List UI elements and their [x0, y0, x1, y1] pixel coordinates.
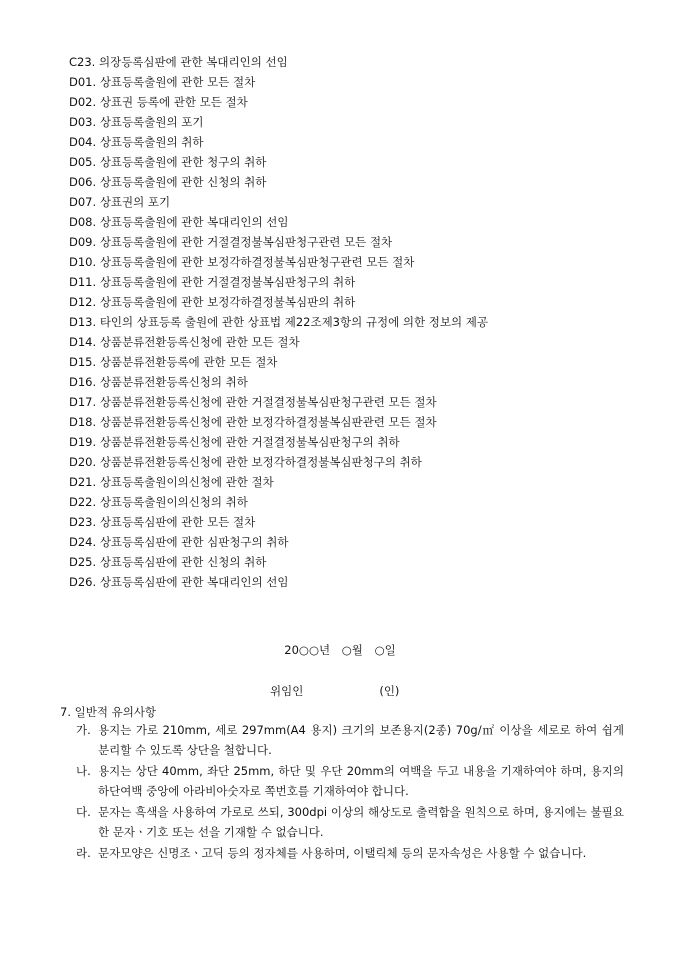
note-item	[76, 761, 624, 801]
list-item	[69, 512, 488, 532]
item-text: 상품분류전환등록신청에 관한 거절결정불복심판청구의 취하	[99, 435, 400, 449]
note-marker: 나.	[76, 764, 91, 778]
item-code: C23.	[69, 55, 96, 69]
list-item	[69, 372, 488, 392]
item-code: D01.	[69, 75, 97, 89]
item-text: 상표등록심판에 관한 복대리인의 선임	[99, 575, 289, 589]
item-text: 상품분류전환등록신청에 관한 거절결정불복심판청구관련 모든 절차	[99, 395, 437, 409]
delegator-label: 위임인	[270, 684, 304, 698]
list-item	[69, 172, 488, 192]
list-item	[69, 232, 488, 252]
note-text: 문자모양은 신명조ㆍ고딕 등의 정자체를 사용하며, 이탤릭체 등의 문자속성은 사용할 수 없습니다.	[98, 846, 587, 860]
item-code: D03.	[69, 115, 97, 129]
note-item	[76, 802, 624, 842]
list-item	[69, 452, 488, 472]
date-month: ○월	[341, 643, 363, 657]
item-code: D25.	[69, 555, 97, 569]
item-code: D24.	[69, 535, 97, 549]
item-text: 상품분류전환등록신청의 취하	[99, 375, 248, 389]
note-text: 용지는 가로 210mm, 세로 297mm(A4 용지) 크기의 보존용지(2종) 70g/㎡ 이상을 세로로 하여 쉽게 분리할 수 있도록 상단을 철합니다.	[98, 723, 624, 757]
list-item	[69, 212, 488, 232]
note-marker: 가.	[76, 723, 91, 737]
item-code: D04.	[69, 135, 97, 149]
item-code: D16.	[69, 375, 97, 389]
item-text: 상표등록출원에 관한 보정각하결정불복심판청구관련 모든 절차	[99, 255, 415, 269]
item-text: 상표등록출원에 관한 청구의 취하	[99, 155, 267, 169]
item-text: 상품분류전환등록신청에 관한 보정각하결정불복심판청구의 취하	[99, 455, 422, 469]
general-notes-list	[76, 720, 624, 864]
note-item	[76, 843, 624, 863]
item-text: 상품분류전환등록에 관한 모든 절차	[99, 355, 278, 369]
item-text: 상표등록출원에 관한 거절결정불복심판청구의 취하	[99, 275, 356, 289]
item-text: 상표등록출원이의신청에 관한 절차	[99, 475, 274, 489]
list-item	[69, 192, 488, 212]
item-code: D05.	[69, 155, 97, 169]
list-item	[69, 532, 488, 552]
list-item	[69, 52, 488, 72]
list-item	[69, 292, 488, 312]
list-item	[69, 572, 488, 592]
section-title: 7. 일반적 유의사항	[60, 705, 157, 719]
list-item	[69, 472, 488, 492]
item-code: D08.	[69, 215, 97, 229]
item-code: D13.	[69, 315, 97, 329]
list-item	[69, 92, 488, 112]
item-text: 상표등록출원이의신청의 취하	[99, 495, 248, 509]
item-code: D02.	[69, 95, 97, 109]
item-text: 상품분류전환등록신청에 관한 모든 절차	[99, 335, 300, 349]
item-text: 상표등록심판에 관한 심판청구의 취하	[99, 535, 289, 549]
item-text: 상표등록심판에 관한 모든 절차	[99, 515, 256, 529]
item-code: D06.	[69, 175, 97, 189]
list-item	[69, 312, 488, 332]
item-code: D12.	[69, 295, 97, 309]
list-item	[69, 152, 488, 172]
item-code: D15.	[69, 355, 97, 369]
list-item	[69, 332, 488, 352]
note-item	[76, 720, 624, 760]
item-text: 상표등록출원에 관한 보정각하결정불복심판의 취하	[99, 295, 356, 309]
date-day: ○일	[374, 643, 396, 657]
item-text: 타인의 상표등록 출원에 관한 상표법 제22조제3항의 규정에 의한 정보의 제공	[99, 315, 488, 329]
note-text: 용지는 상단 40mm, 좌단 25mm, 하단 및 우단 20mm의 여백을 두고 내용을 기재하여야 하며, 용지의 하단여백 중앙에 아라비아숫자로 쪽번호를 기재하여야 합니다.	[98, 764, 624, 798]
item-text: 상표권 등록에 관한 모든 절차	[99, 95, 248, 109]
item-text: 상품분류전환등록신청에 관한 보정각하결정불복심판관련 모든 절차	[99, 415, 437, 429]
list-item	[69, 492, 488, 512]
list-item	[69, 132, 488, 152]
item-text: 상표등록출원에 관한 거절결정불복심판청구관련 모든 절차	[99, 235, 393, 249]
note-marker: 다.	[76, 805, 91, 819]
item-text: 상표등록심판에 관한 신청의 취하	[99, 555, 267, 569]
item-code: D17.	[69, 395, 97, 409]
item-text: 상표등록출원에 관한 모든 절차	[99, 75, 256, 89]
item-code: D26.	[69, 575, 97, 589]
delegator-signature	[270, 681, 399, 701]
item-code: D11.	[69, 275, 97, 289]
item-code: D18.	[69, 415, 97, 429]
list-item	[69, 352, 488, 372]
list-item	[69, 252, 488, 272]
list-item	[69, 112, 488, 132]
seal-mark: (인)	[379, 684, 400, 698]
note-text: 문자는 흑색을 사용하여 가로로 쓰되, 300dpi 이상의 해상도로 출력함을 원칙으로 하며, 용지에는 불필요한 문자ㆍ기호 또는 선을 기재할 수 없습니다.	[98, 805, 624, 839]
list-item	[69, 72, 488, 92]
procedure-list	[69, 52, 488, 592]
item-code: D19.	[69, 435, 97, 449]
item-code: D07.	[69, 195, 97, 209]
item-code: D21.	[69, 475, 97, 489]
date-year: 20○○년	[284, 643, 331, 657]
date-line	[0, 640, 680, 660]
list-item	[69, 412, 488, 432]
item-code: D22.	[69, 495, 97, 509]
item-text: 의장등록심판에 관한 복대리인의 선임	[98, 55, 288, 69]
list-item	[69, 432, 488, 452]
item-text: 상표등록출원의 포기	[99, 115, 204, 129]
item-code: D14.	[69, 335, 97, 349]
list-item	[69, 272, 488, 292]
note-marker: 라.	[76, 846, 91, 860]
item-code: D20.	[69, 455, 97, 469]
item-text: 상표등록출원에 관한 신청의 취하	[99, 175, 267, 189]
item-text: 상표등록출원에 관한 복대리인의 선임	[99, 215, 289, 229]
list-item	[69, 392, 488, 412]
item-text: 상표등록출원의 취하	[99, 135, 204, 149]
item-text: 상표권의 포기	[99, 195, 171, 209]
item-code: D10.	[69, 255, 97, 269]
list-item	[69, 552, 488, 572]
item-code: D23.	[69, 515, 97, 529]
item-code: D09.	[69, 235, 97, 249]
